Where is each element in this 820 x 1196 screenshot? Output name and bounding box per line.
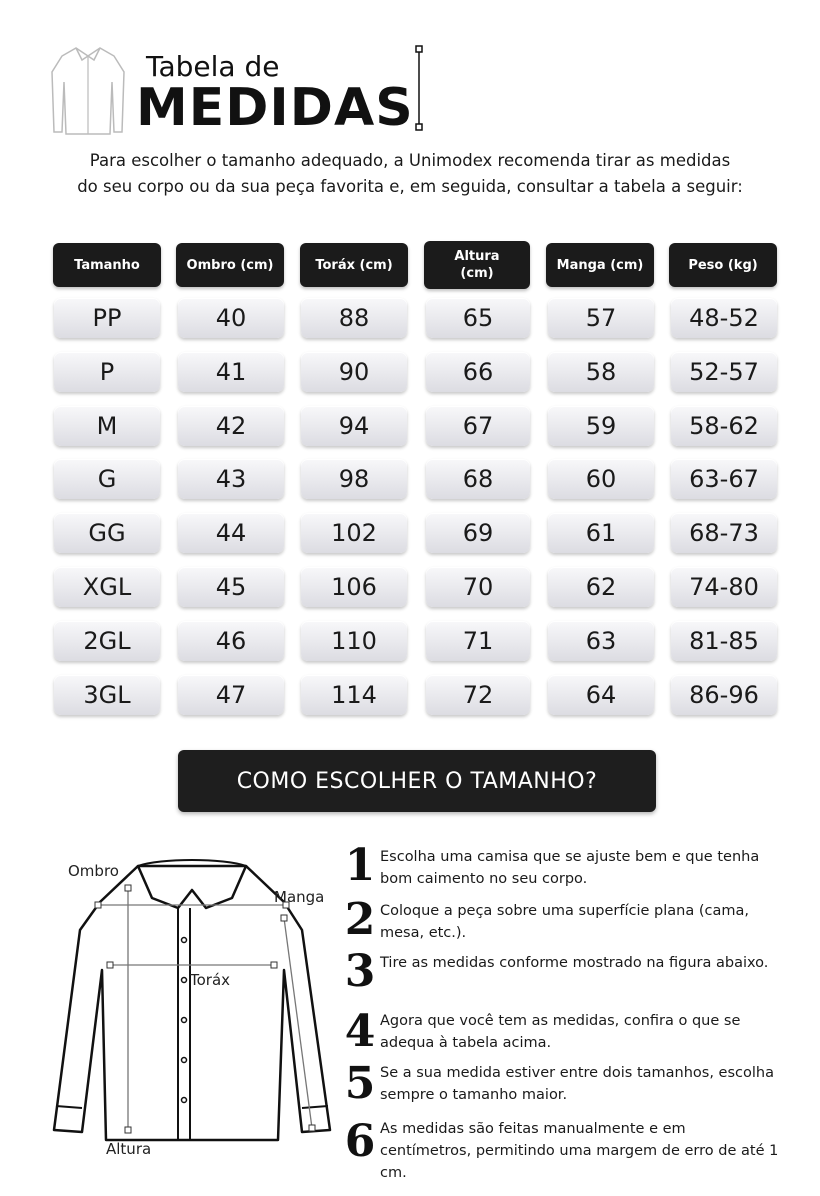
- table-cell-ombro: 43: [178, 459, 284, 499]
- table-cell-torax: 106: [301, 567, 407, 607]
- table-cell-peso: 63-67: [671, 459, 777, 499]
- table-cell-altura: 72: [426, 675, 530, 715]
- step-text-4: Agora que você tem as medidas, confira o que se adequa à tabela acima.: [380, 1013, 741, 1051]
- step-text-6: As medidas são feitas manualmente e em centímetros, permitindo uma margem de erro de até 1 cm.: [380, 1121, 779, 1181]
- table-cell-torax: 88: [301, 298, 407, 338]
- table-cell-altura: 70: [426, 567, 530, 607]
- table-cell-tamanho: PP: [54, 298, 160, 338]
- table-cell-manga: 57: [548, 298, 654, 338]
- table-cell-torax: 102: [301, 513, 407, 553]
- step-text-3: Tire as medidas conforme mostrado na figura abaixo.: [380, 955, 769, 971]
- table-cell-manga: 61: [548, 513, 654, 553]
- table-cell-torax: 94: [301, 406, 407, 446]
- step-text-2: Coloque a peça sobre uma superfície plana (cama, mesa, etc.).: [380, 903, 749, 941]
- table-cell-altura: 71: [426, 621, 530, 661]
- how-to-choose-banner: COMO ESCOLHER O TAMANHO?: [178, 750, 656, 812]
- table-cell-ombro: 40: [178, 298, 284, 338]
- table-cell-manga: 59: [548, 406, 654, 446]
- table-cell-ombro: 41: [178, 352, 284, 392]
- step-text-5: Se a sua medida estiver entre dois tamanhos, escolha sempre o tamanho maior.: [380, 1065, 774, 1103]
- table-cell-tamanho: 3GL: [54, 675, 160, 715]
- table-cell-altura: 68: [426, 459, 530, 499]
- table-cell-peso: 74-80: [671, 567, 777, 607]
- column-header-peso: Peso (kg): [669, 243, 777, 287]
- table-cell-tamanho: 2GL: [54, 621, 160, 661]
- shirt-icon: [48, 42, 128, 138]
- table-cell-peso: 81-85: [671, 621, 777, 661]
- table-cell-peso: 68-73: [671, 513, 777, 553]
- table-cell-ombro: 44: [178, 513, 284, 553]
- table-cell-altura: 67: [426, 406, 530, 446]
- step-text-1: Escolha uma camisa que se ajuste bem e que tenha bom caimento no seu corpo.: [380, 849, 760, 887]
- label-altura: Altura: [106, 1140, 152, 1158]
- page-title: MEDIDAS: [136, 78, 414, 138]
- table-cell-ombro: 46: [178, 621, 284, 661]
- intro-text: [40, 148, 780, 200]
- table-cell-torax: 110: [301, 621, 407, 661]
- step-number-6: 6: [344, 1116, 376, 1167]
- table-cell-ombro: 45: [178, 567, 284, 607]
- table-cell-manga: 62: [548, 567, 654, 607]
- table-cell-torax: 114: [301, 675, 407, 715]
- table-cell-tamanho: G: [54, 459, 160, 499]
- table-cell-torax: 90: [301, 352, 407, 392]
- column-header-altura: Altura (cm): [424, 241, 530, 289]
- table-cell-tamanho: P: [54, 352, 160, 392]
- table-cell-altura: 65: [426, 298, 530, 338]
- table-cell-manga: 58: [548, 352, 654, 392]
- intro-line-1: Para escolher o tamanho adequado, a Unimodex recomenda tirar as medidas: [89, 151, 731, 170]
- table-cell-peso: 48-52: [671, 298, 777, 338]
- table-cell-tamanho: M: [54, 406, 160, 446]
- table-cell-altura: 66: [426, 352, 530, 392]
- column-header-ombro: Ombro (cm): [176, 243, 284, 287]
- table-cell-tamanho: GG: [54, 513, 160, 553]
- label-torax: Toráx: [190, 971, 231, 989]
- table-cell-torax: 98: [301, 459, 407, 499]
- table-cell-tamanho: XGL: [54, 567, 160, 607]
- table-cell-peso: 86-96: [671, 675, 777, 715]
- table-cell-altura: 69: [426, 513, 530, 553]
- table-cell-peso: 58-62: [671, 406, 777, 446]
- column-header-manga: Manga (cm): [546, 243, 654, 287]
- table-cell-manga: 63: [548, 621, 654, 661]
- table-cell-ombro: 42: [178, 406, 284, 446]
- label-ombro: Ombro: [68, 862, 119, 880]
- intro-line-2: do seu corpo ou da sua peça favorita e, em seguida, consultar a tabela a seguir:: [77, 177, 743, 196]
- table-cell-manga: 60: [548, 459, 654, 499]
- column-header-tamanho: Tamanho: [53, 243, 161, 287]
- step-number-3: 3: [344, 946, 376, 997]
- table-cell-ombro: 47: [178, 675, 284, 715]
- step-number-4: 4: [344, 1006, 376, 1057]
- step-number-1: 1: [344, 840, 376, 891]
- label-manga: Manga: [274, 888, 325, 906]
- title-small: Tabela de: [146, 50, 280, 83]
- step-number-2: 2: [344, 894, 376, 945]
- table-cell-manga: 64: [548, 675, 654, 715]
- ruler-icon: [412, 44, 426, 134]
- step-number-5: 5: [344, 1058, 376, 1109]
- column-header-torax: Toráx (cm): [300, 243, 408, 287]
- table-cell-peso: 52-57: [671, 352, 777, 392]
